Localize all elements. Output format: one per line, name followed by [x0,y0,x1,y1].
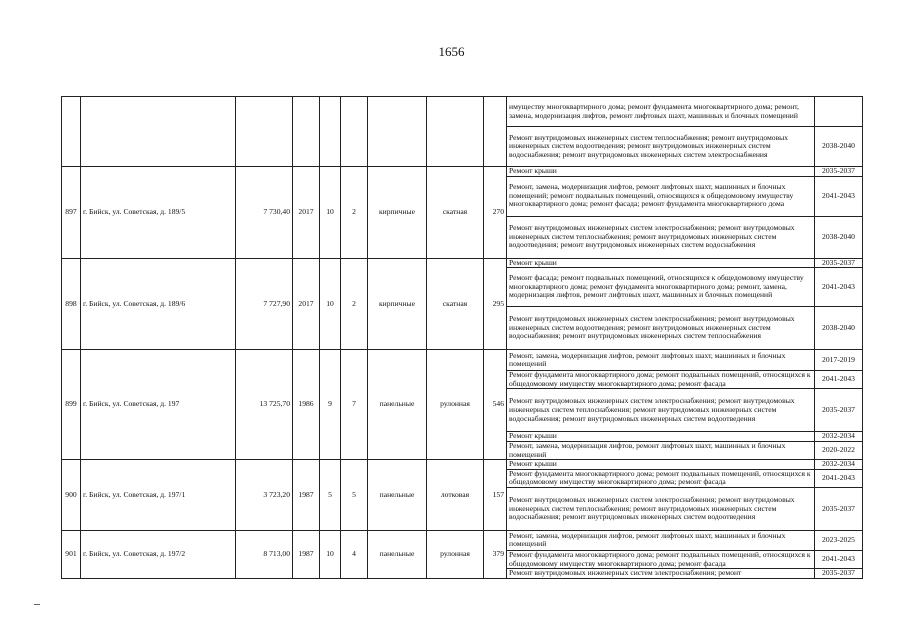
house-number: 900 [62,460,81,531]
work-description: Ремонт внутридомовых инженерных систем электроснабжения; ремонт [507,569,815,579]
work-period: 2035-2037 [815,389,863,432]
house-year: 2017 [293,258,320,350]
work-period: 2041-2043 [815,371,863,389]
repair-schedule-table [61,96,863,579]
house-apartments: 546 [484,350,507,460]
house-address: г. Бийск, ул. Советская, д. 189/6 [81,258,236,350]
house-number: 897 [62,167,81,259]
house-walls [368,97,427,167]
house-area: 3 723,20 [236,460,293,531]
house-number [62,97,81,167]
work-description: Ремонт фундамента многоквартирного дома; ремонт подвальных помещений, относящихся к общедомовому имуществу многоквартирного дома; ремонт фасада [507,371,815,389]
work-description: Ремонт крыши [507,460,815,470]
work-description: Ремонт крыши [507,258,815,268]
house-roof: скатная [427,258,484,350]
house-floors [320,97,341,167]
work-period: 2041-2043 [815,176,863,216]
table-row [62,167,863,177]
house-area: 8 713,00 [236,530,293,578]
house-apartments: 270 [484,167,507,259]
house-apartments: 295 [484,258,507,350]
work-description: Ремонт внутридомовых инженерных систем электроснабжения; ремонт внутридомовых инженерных систем теплоснабжения; ремонт внутридомовых инженерных систем водоснабжения; ремонт внутридомовых инженерных систем водоотведения [507,389,815,432]
table-row [62,530,863,550]
house-walls: панельные [368,530,427,578]
house-floors: 9 [320,350,341,460]
house-roof [427,97,484,167]
house-floors: 5 [320,460,341,531]
work-description: Ремонт фасада; ремонт подвальных помещений, относящихся к общедомовому имуществу многоквартирного дома; ремонт фундамента многоквартирного дома; ремонт, замена, модернизация лифтов, ремонт лифтовых шахт, машинных и блочных помещений [507,268,815,307]
work-period: 2035-2037 [815,569,863,579]
house-address: г. Бийск, ул. Советская, д. 197 [81,350,236,460]
house-year: 1987 [293,530,320,578]
house-roof: рулонная [427,530,484,578]
house-roof: скатная [427,167,484,259]
work-period: 2035-2037 [815,487,863,530]
house-walls: панельные [368,460,427,531]
house-number: 901 [62,530,81,578]
house-address [81,97,236,167]
house-apartments: 379 [484,530,507,578]
house-address: г. Бийск, ул. Советская, д. 189/5 [81,167,236,259]
house-area: 7 727,90 [236,258,293,350]
work-period: 2023-2025 [815,530,863,550]
house-walls: кирпичные [368,258,427,350]
table-row [62,350,863,371]
house-area [236,97,293,167]
work-description: Ремонт внутридомовых инженерных систем электроснабжения; ремонт внутридомовых инженерных систем теплоснабжения; ремонт внутридомовых инженерных систем водоотведения; ремонт внутридомовых инженерных систем водоснабжения [507,216,815,258]
table-body [62,97,863,579]
house-entrances: 4 [341,530,368,578]
table-row [62,460,863,470]
work-period: 2038-2040 [815,216,863,258]
table-row [62,97,863,127]
house-year: 2017 [293,167,320,259]
work-period: 2041-2043 [815,550,863,568]
work-description: Ремонт внутридомовых инженерных систем теплоснабжения; ремонт внутридомовых инженерных систем водоотведения; ремонт внутридомовых инженерных систем водоснабжения; ремонт внутридомовых инженерных систем электроснабжения [507,127,815,167]
work-period: 2035-2037 [815,167,863,177]
work-period: 2032-2034 [815,460,863,470]
work-description: Ремонт внутридомовых инженерных систем электроснабжения; ремонт внутридомовых инженерных систем водоотведения; ремонт внутридомовых инженерных систем водоснабжения; ремонт внутридомовых инженерных систем теплоснабжения [507,307,815,350]
page-number: 1656 [438,44,465,59]
house-walls: панельные [368,350,427,460]
work-period: 2032-2034 [815,432,863,442]
house-address: г. Бийск, ул. Советская, д. 197/2 [81,530,236,578]
work-description: имуществу многоквартирного дома; ремонт фундамента многоквартирного дома; ремонт, замена, модернизация лифтов, ремонт лифтовых шахт, машинных и блочных помещений [507,97,815,127]
house-year [293,97,320,167]
scan-mark [34,604,40,605]
house-apartments [484,97,507,167]
work-description: Ремонт, замена, модернизация лифтов, ремонт лифтовых шахт, машинных и блочных помещений [507,530,815,550]
house-roof: лотковая [427,460,484,531]
house-number: 898 [62,258,81,350]
house-walls: кирпичные [368,167,427,259]
work-period: 2041-2043 [815,469,863,487]
house-entrances: 7 [341,350,368,460]
work-period: 2038-2040 [815,127,863,167]
house-roof: рулонная [427,350,484,460]
work-description: Ремонт внутридомовых инженерных систем электроснабжения; ремонт внутридомовых инженерных систем теплоснабжения; ремонт внутридомовых инженерных систем водоснабжения; ремонт внутридомовых инженерных систем водоотведения [507,487,815,530]
house-year: 1986 [293,350,320,460]
house-apartments: 157 [484,460,507,531]
house-floors: 10 [320,530,341,578]
work-period: 2020-2022 [815,441,863,459]
work-period: 2038-2040 [815,307,863,350]
work-description: Ремонт, замена, модернизация лифтов, ремонт лифтовых шахт, машинных и блочных помещений [507,441,815,459]
house-year: 1987 [293,460,320,531]
house-floors: 10 [320,167,341,259]
house-area: 7 730,40 [236,167,293,259]
work-description: Ремонт фундамента многоквартирного дома; ремонт подвальных помещений, относящихся к общедомовому имуществу многоквартирного дома; ремонт фасада [507,550,815,568]
table-row [62,258,863,268]
work-description: Ремонт, замена, модернизация лифтов, ремонт лифтовых шахт, машинных и блочных помещений; ремонт подвальных помещений, относящихся к общедомовому имуществу многоквартирного дома; ремонт фасада; ремонт фундамента многоквартирного дома [507,176,815,216]
work-period: 2041-2043 [815,268,863,307]
house-address: г. Бийск, ул. Советская, д. 197/1 [81,460,236,531]
house-entrances: 5 [341,460,368,531]
house-number: 899 [62,350,81,460]
work-period: 2017-2019 [815,350,863,371]
house-entrances: 2 [341,258,368,350]
work-description: Ремонт крыши [507,167,815,177]
work-period: 2035-2037 [815,258,863,268]
house-entrances: 2 [341,167,368,259]
work-description: Ремонт, замена, модернизация лифтов, ремонт лифтовых шахт, машинных и блочных помещений [507,350,815,371]
house-area: 13 725,70 [236,350,293,460]
work-period [815,97,863,127]
house-entrances [341,97,368,167]
work-description: Ремонт крыши [507,432,815,442]
house-floors: 10 [320,258,341,350]
work-description: Ремонт фундамента многоквартирного дома; ремонт подвальных помещений, относящихся к общедомовому имуществу многоквартирного дома; ремонт фасада [507,469,815,487]
